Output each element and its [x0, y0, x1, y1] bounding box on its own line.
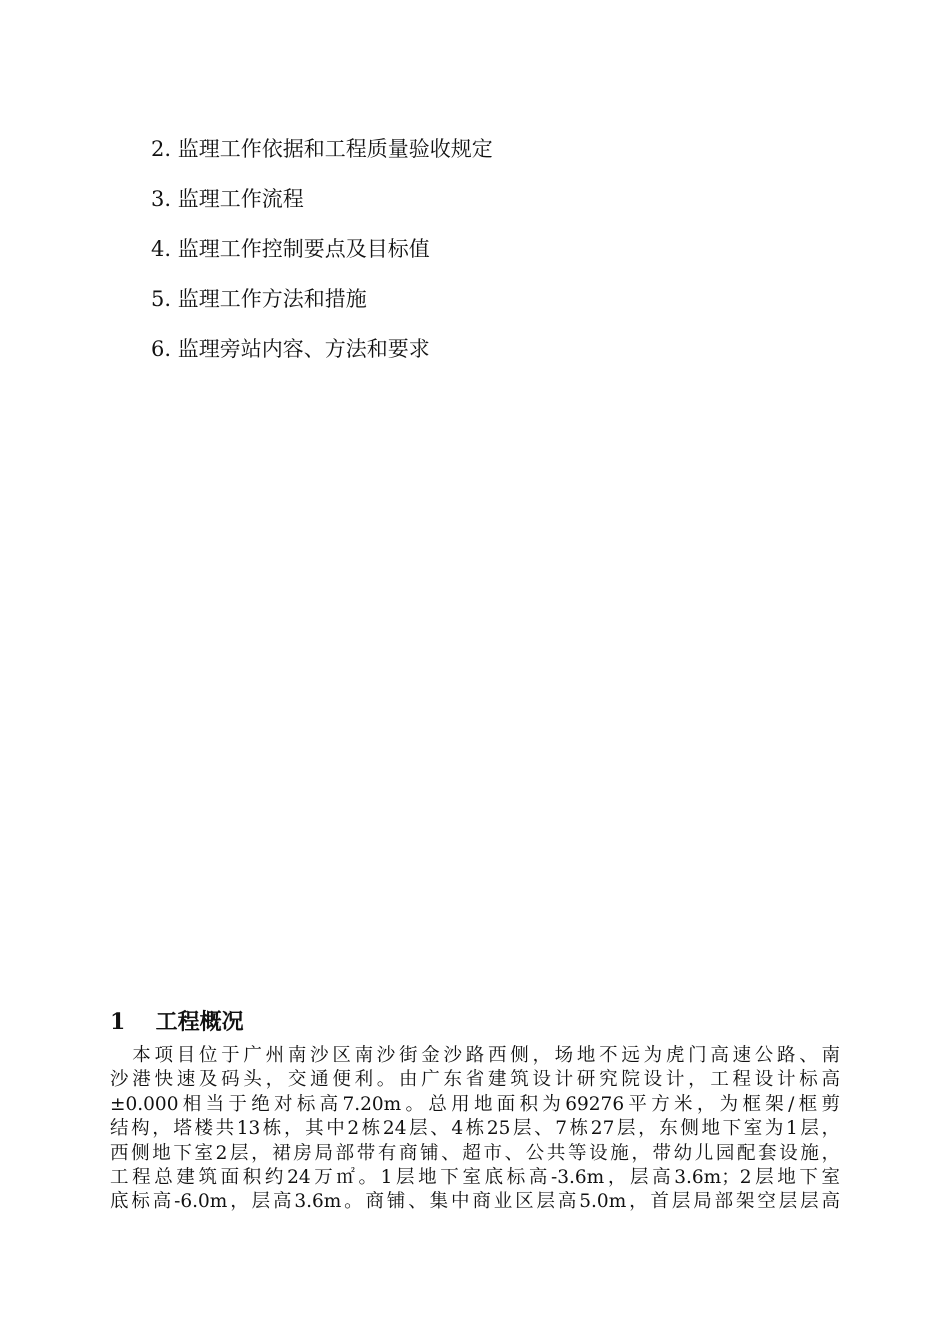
paragraph-line: 本项目位于广州南沙区南沙街金沙路西侧，场地不远为虎门高速公路、南 — [110, 1045, 840, 1066]
toc-item-3: 3. 监理工作流程 — [151, 187, 304, 211]
table-of-contents — [151, 131, 851, 381]
paragraph-line: 沙港快速及码头，交通便利。由广东省建筑设计研究院设计，工程设计标高 — [110, 1069, 840, 1091]
section-heading — [110, 1004, 244, 1040]
section-title: 工程概况 — [155, 1010, 244, 1035]
toc-item-5: 5. 监理工作方法和措施 — [151, 287, 367, 311]
paragraph-line: 底标高-6.0m，层高3.6m。商铺、集中商业区层高5.0m，首层局部架空层层高 — [110, 1191, 840, 1213]
toc-item-4: 4. 监理工作控制要点及目标值 — [151, 237, 430, 261]
section-paragraph — [110, 1044, 840, 1215]
paragraph-line: 西侧地下室2层，裙房局部带有商铺、超市、公共等设施，带幼儿园配套设施， — [110, 1142, 840, 1164]
paragraph-line: 工程总建筑面积约24万㎡。1层地下室底标高-3.6m，层高3.6m；2层地下室 — [110, 1166, 840, 1188]
toc-item-2: 2. 监理工作依据和工程质量验收规定 — [151, 137, 493, 161]
section-number: 1 — [110, 1009, 126, 1035]
paragraph-line: ±0.000相当于绝对标高7.20m。总用地面积为69276平方米，为框架/框剪 — [110, 1093, 840, 1115]
paragraph-line: 结构，塔楼共13栋，其中2栋24层、4栋25层、7栋27层，东侧地下室为1层， — [110, 1118, 840, 1140]
toc-item-6: 6. 监理旁站内容、方法和要求 — [151, 337, 430, 361]
